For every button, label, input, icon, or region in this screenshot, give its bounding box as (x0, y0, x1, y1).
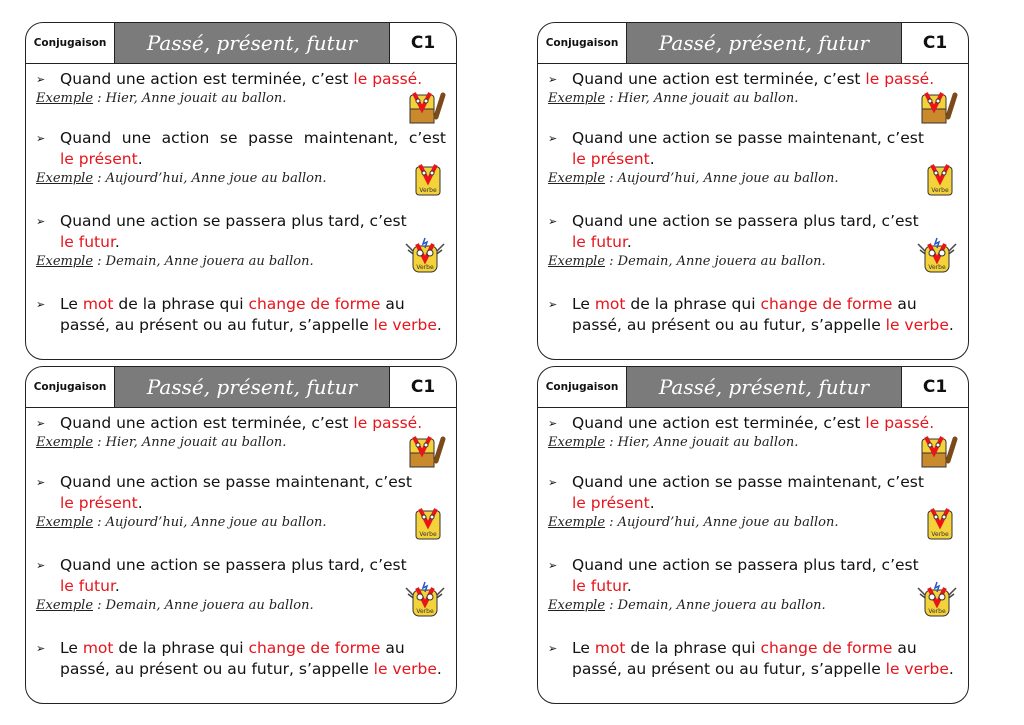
rule-futur: ➢ Quand une action se passera plus tard, c’est le futur. Exemple : Demain, Anne jouera au ballon. (548, 555, 958, 615)
bullet-arrow-icon: ➢ (548, 298, 558, 311)
rule-futur: ➢ Quand une action se passera plus tard, c’est le futur. Exemple : Demain, Anne jouera au ballon. (36, 555, 446, 615)
bullet-arrow-icon: ➢ (36, 215, 46, 228)
bullet-arrow-icon: ➢ (36, 559, 46, 572)
bullet-arrow-icon: ➢ (36, 132, 46, 145)
robot-verb-mascot-icon (916, 236, 958, 278)
example-present: Exemple : Aujourd’hui, Anne joue au ballon. (548, 515, 839, 530)
bullet-arrow-icon: ➢ (36, 73, 46, 86)
caveman-verb-mascot-icon (918, 431, 958, 475)
lesson-card (25, 366, 457, 704)
verb-mascot-icon (922, 159, 958, 199)
example-present: Exemple : Aujourd’hui, Anne joue au ballon. (548, 171, 839, 186)
card-header (26, 367, 456, 408)
rule-verbe: ➢ Le mot de la phrase qui change de forme au passé, au présent ou au futur, s’appelle le verbe. (548, 295, 954, 334)
bullet-arrow-icon: ➢ (548, 559, 558, 572)
bullet-arrow-icon: ➢ (548, 132, 558, 145)
example-futur: Exemple : Demain, Anne jouera au ballon. (548, 254, 826, 269)
verb-mascot-icon (922, 503, 958, 543)
svg-text:Verbe: Verbe (928, 264, 946, 271)
example-futur: Exemple : Demain, Anne jouera au ballon. (548, 598, 826, 613)
rule-passe: ➢ Quand une action est terminée, c’est le passé. Exemple : Hier, Anne jouait au ballon. (548, 413, 958, 452)
verb-mascot-icon (410, 159, 446, 199)
example-present: Exemple : Aujourd’hui, Anne joue au ballon. (36, 171, 327, 186)
card-title: Passé, présent, futur (627, 367, 902, 407)
example-passe: Exemple : Hier, Anne jouait au ballon. (548, 435, 799, 450)
lesson-card (25, 22, 457, 360)
card-header (26, 23, 456, 64)
caveman-verb-mascot-icon (918, 87, 958, 131)
category-label: Conjugaison (538, 367, 627, 407)
bullet-arrow-icon: ➢ (36, 642, 46, 655)
bullet-arrow-icon: ➢ (548, 476, 558, 489)
svg-text:Verbe: Verbe (928, 608, 946, 615)
caveman-verb-mascot-icon (406, 431, 446, 475)
rule-verbe: ➢ Le mot de la phrase qui change de forme au passé, au présent ou au futur, s’appelle le verbe. (548, 639, 954, 678)
rule-futur: ➢ Quand une action se passera plus tard, c’est le futur. Exemple : Demain, Anne jouera au ballon. (548, 211, 958, 271)
example-futur: Exemple : Demain, Anne jouera au ballon. (36, 598, 314, 613)
card-code: C1 (922, 377, 948, 397)
category-label: Conjugaison (538, 23, 627, 63)
bullet-arrow-icon: ➢ (36, 417, 46, 430)
rule-present: ➢ Quand une action se passe maintenant, c’est le présent. Exemple : Aujourd’hui, Anne joue au ballon. (548, 128, 958, 188)
robot-verb-mascot-icon (404, 236, 446, 278)
card-title: Passé, présent, futur (627, 23, 902, 63)
example-present: Exemple : Aujourd’hui, Anne joue au ballon. (36, 515, 327, 530)
svg-text:Verbe: Verbe (419, 531, 437, 538)
rule-futur: ➢ Quand une action se passera plus tard, c’est le futur. Exemple : Demain, Anne jouera au ballon. (36, 211, 446, 271)
caveman-verb-mascot-icon (406, 87, 446, 131)
svg-text:Verbe: Verbe (931, 531, 949, 538)
example-passe: Exemple : Hier, Anne jouait au ballon. (548, 91, 799, 106)
example-futur: Exemple : Demain, Anne jouera au ballon. (36, 254, 314, 269)
category-label: Conjugaison (26, 367, 115, 407)
rule-present: ➢ Quand une action se passe maintenant, c’est le présent. Exemple : Aujourd’hui, Anne joue au ballon. (36, 472, 446, 532)
card-header (538, 23, 968, 64)
card-title: Passé, présent, futur (115, 23, 390, 63)
card-code: C1 (410, 33, 436, 53)
lesson-card (537, 22, 969, 360)
robot-verb-mascot-icon (404, 580, 446, 622)
svg-text:Verbe: Verbe (416, 608, 434, 615)
card-code: C1 (922, 33, 948, 53)
rule-passe: ➢ Quand une action est terminée, c’est le passé. Exemple : Hier, Anne jouait au ballon. (36, 413, 446, 452)
lesson-card (537, 366, 969, 704)
example-passe: Exemple : Hier, Anne jouait au ballon. (36, 91, 287, 106)
rule-verbe: ➢ Le mot de la phrase qui change de forme au passé, au présent ou au futur, s’appelle le verbe. (36, 295, 442, 334)
card-header (538, 367, 968, 408)
card-code: C1 (410, 377, 436, 397)
rule-passe: ➢ Quand une action est terminée, c’est le passé. Exemple : Hier, Anne jouait au ballon. (548, 69, 958, 108)
robot-verb-mascot-icon (916, 580, 958, 622)
rule-verbe: ➢ Le mot de la phrase qui change de forme au passé, au présent ou au futur, s’appelle le verbe. (36, 639, 442, 678)
bullet-arrow-icon: ➢ (36, 476, 46, 489)
card-title: Passé, présent, futur (115, 367, 390, 407)
rule-present: ➢ Quand une action se passe maintenant, c’est le présent. Exemple : Aujourd’hui, Anne joue au ballon. (548, 472, 958, 532)
bullet-arrow-icon: ➢ (548, 73, 558, 86)
svg-text:Verbe: Verbe (419, 187, 437, 194)
rule-present: ➢ Quand une action se passe maintenant, c’est le présent. Exemple : Aujourd’hui, Anne joue au ballon. (36, 129, 446, 186)
example-passe: Exemple : Hier, Anne jouait au ballon. (36, 435, 287, 450)
bullet-arrow-icon: ➢ (36, 298, 46, 311)
bullet-arrow-icon: ➢ (548, 642, 558, 655)
svg-text:Verbe: Verbe (931, 187, 949, 194)
rule-passe: ➢ Quand une action est terminée, c’est le passé. Exemple : Hier, Anne jouait au ballon. (36, 69, 446, 108)
bullet-arrow-icon: ➢ (548, 215, 558, 228)
svg-text:Verbe: Verbe (416, 264, 434, 271)
bullet-arrow-icon: ➢ (548, 417, 558, 430)
category-label: Conjugaison (26, 23, 115, 63)
verb-mascot-icon (410, 503, 446, 543)
